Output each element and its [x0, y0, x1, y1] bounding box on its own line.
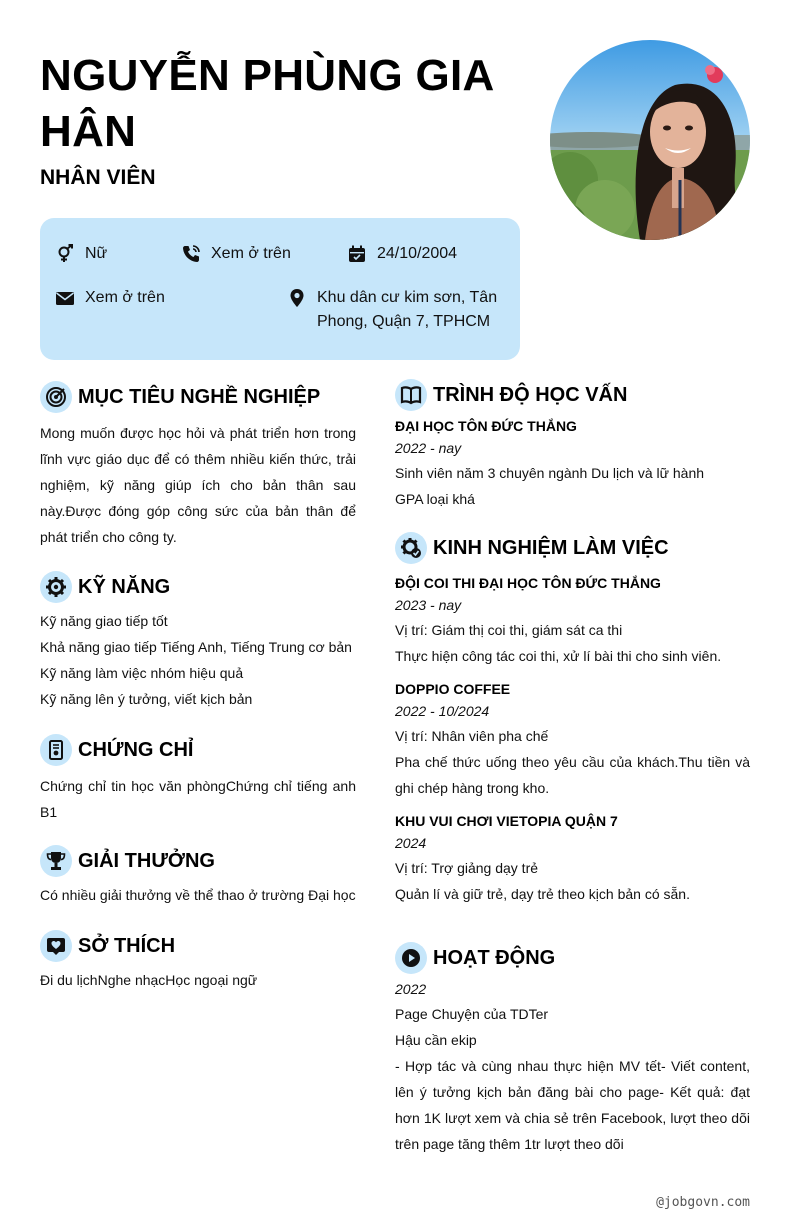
gear-check-icon [395, 532, 427, 564]
job-period: 2022 - 10/2024 [395, 703, 490, 719]
job-role: Vị trí: Nhân viên pha chế [395, 728, 549, 744]
birthday-value: 24/10/2004 [377, 245, 458, 262]
gender-value: Nữ [85, 245, 108, 262]
profile-photo [550, 40, 750, 240]
hobbies-text: Đi du lịchNghe nhạcHọc ngoại ngữ [40, 972, 258, 988]
contact-phone [180, 242, 291, 266]
job-role: Vị trí: Trợ giảng dạy trẻ [395, 860, 539, 876]
job-period: 2023 - nay [395, 597, 462, 613]
skill-item: Kỹ năng giao tiếp tốt [40, 613, 168, 629]
envelope-icon [54, 286, 76, 310]
certificates-section [40, 733, 356, 825]
target-icon [40, 381, 72, 413]
education-title: TRÌNH ĐỘ HỌC VẤN [433, 383, 628, 406]
certificates-title: CHỨNG CHỈ [78, 738, 194, 761]
candidate-position: NHÂN VIÊN [40, 166, 156, 189]
contact-email [54, 286, 165, 310]
gender-icon [54, 242, 76, 266]
job-company: KHU VUI CHƠI VIETOPIA QUẬN 7 [395, 813, 618, 829]
hobbies-title: SỞ THÍCH [78, 934, 176, 957]
play-icon [395, 942, 427, 974]
profile-photo-image [550, 40, 750, 240]
job-desc: Thực hiện công tác coi thi, xử lí bài thi cho sinh viên. [395, 648, 722, 664]
education-detail: GPA loại khá [395, 491, 475, 507]
job-role: Vị trí: Giám thị coi thi, giám sát ca thi [395, 622, 623, 638]
contact-info-box [40, 218, 520, 360]
contact-birthday [346, 242, 457, 266]
book-icon [395, 379, 427, 411]
watermark: @jobgovn.com [656, 1195, 750, 1210]
job-company: ĐỘI COI THI ĐẠI HỌC TÔN ĐỨC THẮNG [395, 575, 661, 591]
objective-section [40, 380, 356, 550]
email-value: Xem ở trên [85, 289, 165, 306]
gear-icon [40, 571, 72, 603]
skill-item: Kỹ năng làm việc nhóm hiệu quả [40, 665, 244, 681]
contact-address [286, 286, 506, 334]
calendar-icon [346, 242, 368, 266]
activities-title: HOẠT ĐỘNG [433, 946, 556, 969]
job-company: DOPPIO COFFEE [395, 681, 511, 697]
contact-gender [54, 242, 107, 266]
objective-title: MỤC TIÊU NGHỀ NGHIỆP [78, 385, 321, 408]
trophy-icon [40, 845, 72, 877]
awards-section [40, 844, 356, 908]
job-desc: Quản lí và giữ trẻ, dạy trẻ theo kịch bản có sẵn. [395, 886, 690, 902]
skill-item: Kỹ năng lên ý tưởng, viết kịch bản [40, 691, 253, 707]
heart-icon [40, 930, 72, 962]
job-entry [395, 811, 750, 907]
skills-title: KỸ NĂNG [78, 575, 171, 598]
education-school: ĐẠI HỌC TÔN ĐỨC THẮNG [395, 418, 577, 434]
candidate-name: NGUYỄN PHÙNG GIA HÂN [40, 51, 493, 156]
objective-text: Mong muốn được học hỏi và phát triển hơn trong lĩnh vực giáo dục để có thêm nhiều kiến thức, trải nghiệm, kỹ năng giúp ích cho bản thân sau này.Được đóng góp công sức của bản thân để phát triển cho công ty. [40, 425, 356, 545]
job-period: 2024 [395, 835, 427, 851]
phone-icon [180, 242, 202, 266]
experience-section [395, 531, 750, 907]
hobbies-section [40, 929, 356, 993]
awards-text: Có nhiều giải thưởng về thể thao ở trường Đại học [40, 887, 356, 903]
address-value: Khu dân cư kim sơn, Tân Phong, Quận 7, TPHCM [317, 289, 498, 330]
phone-value: Xem ở trên [211, 245, 291, 262]
certificate-icon [40, 734, 72, 766]
activities-period: 2022 [395, 981, 427, 997]
job-entry [395, 679, 750, 801]
awards-title: GIẢI THƯỞNG [78, 849, 215, 872]
activities-desc: - Hợp tác và cùng nhau thực hiện MV tết- Viết content, lên ý tưởng kịch bản đăng bài cho page- Kết quả: đạt hơn 1K lượt xem và chia sẻ trên Facebook, lượt theo dõi trên page tăng thêm 1tr lượt theo dõi [395, 1058, 750, 1152]
education-section [395, 378, 750, 512]
education-period: 2022 - nay [395, 440, 462, 456]
skills-section [40, 570, 356, 712]
education-detail: Sinh viên năm 3 chuyên ngành Du lịch và lữ hành [395, 465, 705, 481]
experience-title: KINH NGHIỆM LÀM VIỆC [433, 536, 669, 559]
job-desc: Pha chế thức uống theo yêu cầu của khách.Thu tiền và ghi chép hàng trong kho. [395, 754, 750, 796]
skill-item: Khả năng giao tiếp Tiếng Anh, Tiếng Trung cơ bản [40, 639, 352, 655]
map-pin-icon [286, 286, 308, 310]
job-entry [395, 573, 750, 669]
skills-list [40, 608, 356, 712]
activities-role: Hậu cần ekip [395, 1032, 477, 1048]
activities-section [395, 941, 750, 1157]
certificates-text: Chứng chỉ tin học văn phòngChứng chỉ tiếng anh B1 [40, 778, 356, 820]
activities-org: Page Chuyện của TDTer [395, 1006, 549, 1022]
